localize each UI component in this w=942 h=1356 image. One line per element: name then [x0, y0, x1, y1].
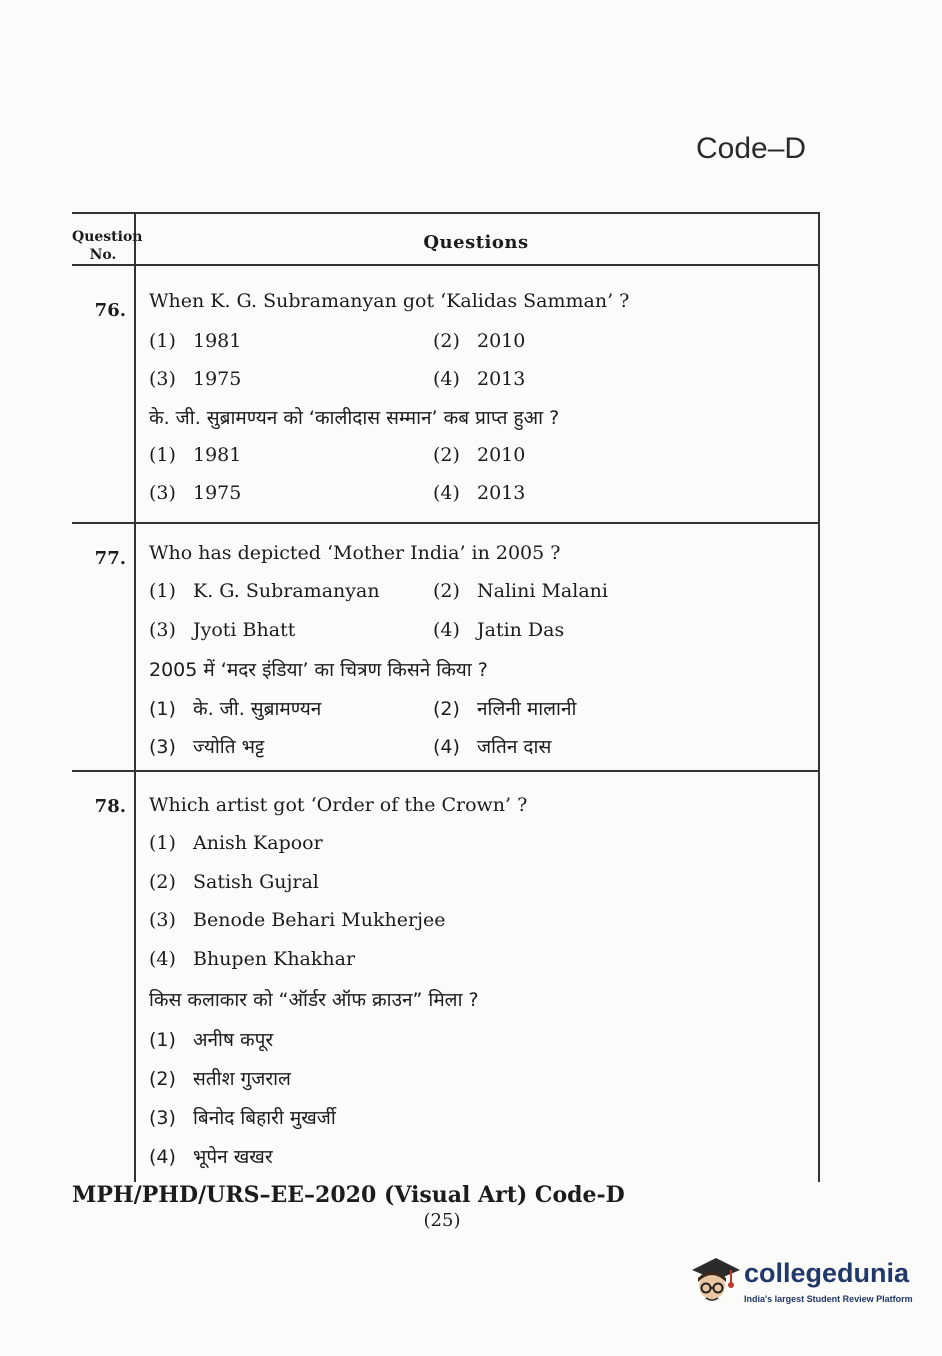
brand-name: collegedunia — [744, 1258, 910, 1288]
question-number-77: 77. — [94, 548, 126, 569]
code-label: Code–D — [696, 132, 807, 165]
q77-hindi-option-2: (2) नलिनी मालानी — [433, 698, 577, 720]
q77-option-4: (4) Jatin Das — [433, 619, 565, 641]
q77-option-1: (1) K. G. Subramanyan — [149, 580, 380, 602]
q78-option-3: (3) Benode Behari Mukherjee — [149, 909, 446, 931]
q78-option-4: (4) Bhupen Khakhar — [149, 948, 356, 970]
q78-hindi-option-3: (3) बिनोद बिहारी मुखर्जी — [149, 1107, 336, 1129]
exam-code-footer: MPH/PHD/URS–EE–2020 (Visual Art) Code-D — [72, 1182, 625, 1208]
brand-tagline: India's largest Student Review Platform — [744, 1294, 913, 1304]
q77-hindi-option-3: (3) ज्योति भट्ट — [149, 736, 265, 758]
q77-option-3: (3) Jyoti Bhatt — [149, 619, 296, 641]
q77-hindi-option-4: (4) जतिन दास — [433, 736, 552, 758]
q78-option-1: (1) Anish Kapoor — [149, 832, 323, 854]
q78-english-text: Which artist got ‘Order of the Crown’ ? — [149, 794, 528, 816]
q78-hindi-option-1: (1) अनीष कपूर — [149, 1029, 274, 1051]
header-divider — [72, 264, 818, 266]
question-number-78: 78. — [94, 796, 126, 817]
q76-hindi-option-3: (3) 1975 — [149, 482, 242, 504]
row-divider — [72, 522, 818, 524]
q76-option-2: (2) 2010 — [433, 330, 526, 352]
q76-hindi-option-1: (1) 1981 — [149, 444, 242, 466]
question-number-76: 76. — [94, 300, 126, 321]
q76-option-1: (1) 1981 — [149, 330, 242, 352]
q77-hindi-text: 2005 में ‘मदर इंडिया’ का चित्रण किसने किया ? — [149, 659, 488, 681]
q77-english-text: Who has depicted ‘Mother India’ in 2005 ? — [149, 542, 561, 564]
mascot-icon — [686, 1252, 742, 1312]
q78-hindi-option-2: (2) सतीश गुजराल — [149, 1068, 291, 1090]
collegedunia-watermark — [686, 1252, 916, 1312]
q77-hindi-option-1: (1) के. जी. सुब्रामण्यन — [149, 698, 322, 720]
q76-english-text: When K. G. Subramanyan got ‘Kalidas Samman’ ? — [149, 290, 630, 312]
q76-option-4: (4) 2013 — [433, 368, 526, 390]
q78-hindi-option-4: (4) भूपेन खखर — [149, 1146, 273, 1168]
question-table — [72, 212, 820, 1182]
q78-hindi-text: किस कलाकार को “ऑर्डर ऑफ क्राउन” मिला ? — [149, 989, 479, 1011]
q76-option-3: (3) 1975 — [149, 368, 242, 390]
header-question-no: Question No. — [72, 229, 143, 263]
header-questions: Questions — [423, 232, 529, 253]
row-divider — [72, 770, 818, 772]
page-number: (25) — [423, 1210, 461, 1231]
q76-hindi-option-2: (2) 2010 — [433, 444, 526, 466]
q78-option-2: (2) Satish Gujral — [149, 871, 319, 893]
q76-hindi-option-4: (4) 2013 — [433, 482, 526, 504]
q76-hindi-text: के. जी. सुब्रामण्यन को ‘कालीदास सम्मान’ कब प्राप्त हुआ ? — [149, 407, 560, 429]
q77-option-2: (2) Nalini Malani — [433, 580, 608, 602]
column-divider — [134, 214, 136, 1182]
